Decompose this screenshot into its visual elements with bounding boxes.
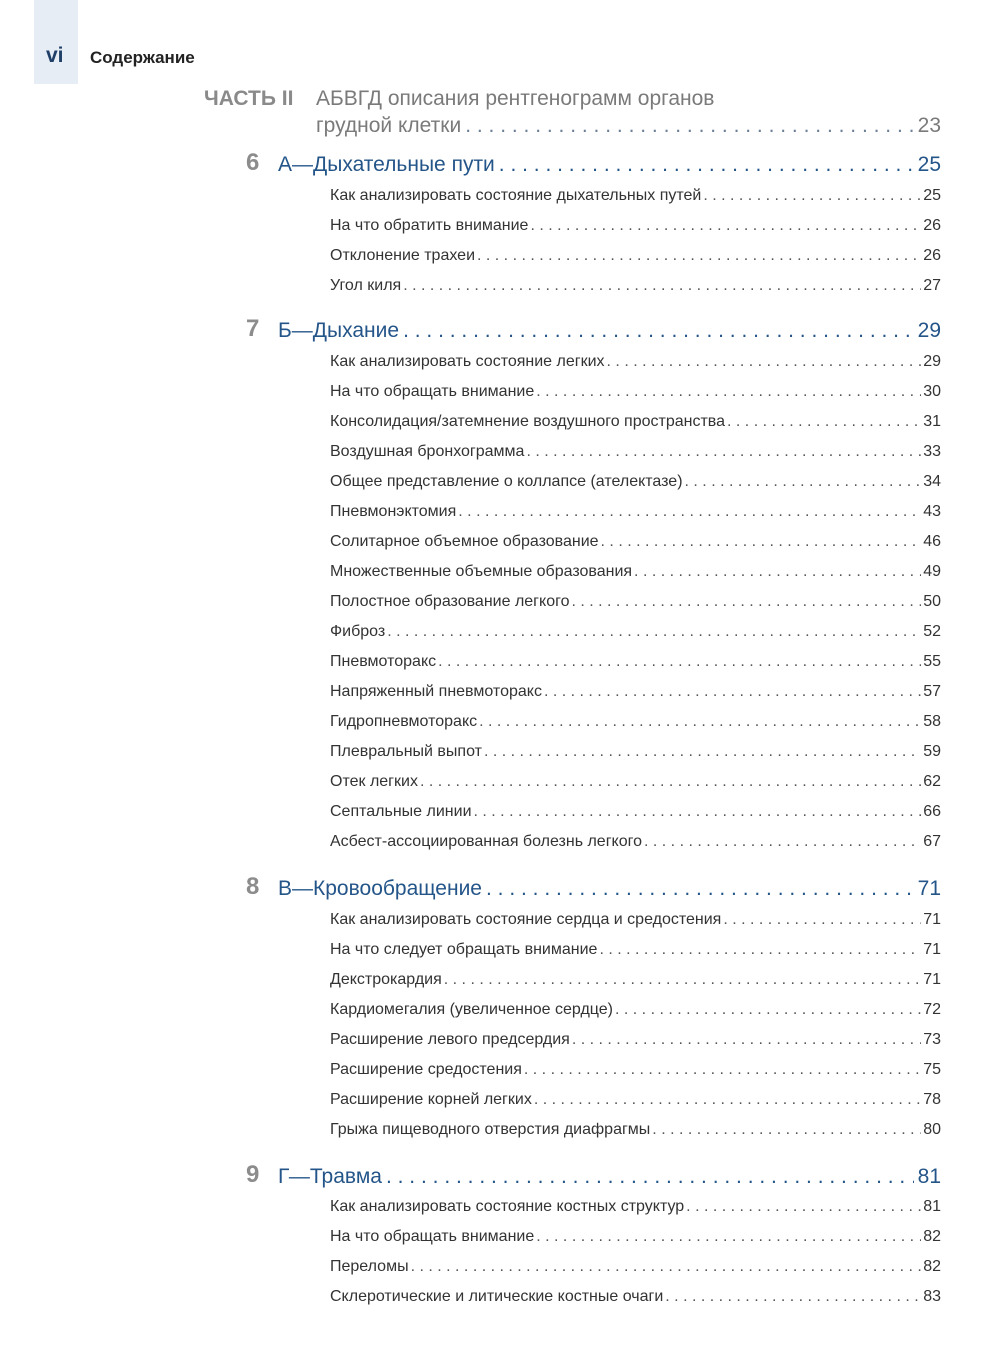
leader-dots	[652, 1121, 921, 1139]
entry-title: На что следует обращать внимание	[330, 941, 598, 958]
toc-entry[interactable]	[330, 653, 941, 671]
toc-entry[interactable]	[330, 1258, 941, 1276]
chapter-number: 9	[246, 1161, 260, 1188]
part-title-line2[interactable]	[316, 114, 941, 138]
chapter-page: 25	[917, 153, 941, 176]
chapter-heading[interactable]	[278, 319, 941, 343]
toc-entry[interactable]	[330, 473, 941, 491]
leader-dots	[474, 803, 922, 821]
entry-page: 26	[923, 217, 941, 234]
entry-title: Плевральный выпот	[330, 743, 482, 760]
entry-page: 57	[923, 683, 941, 700]
entry-title: Консолидация/затемнение воздушного пространства	[330, 413, 726, 430]
leader-dots	[727, 413, 921, 431]
toc-entry[interactable]	[330, 941, 941, 959]
entry-title: Как анализировать состояние легких	[330, 353, 605, 370]
chapter-heading[interactable]	[278, 877, 941, 901]
entry-title: Гидропневмоторакс	[330, 713, 478, 730]
leader-dots	[723, 911, 921, 929]
toc-entry[interactable]	[330, 353, 941, 371]
chapter-page: 29	[917, 319, 941, 342]
entry-page: 25	[923, 187, 941, 204]
entry-title: Как анализировать состояние костных структур	[330, 1198, 685, 1215]
chapter-page: 71	[917, 877, 941, 900]
leader-dots	[703, 187, 921, 205]
toc-entry[interactable]	[330, 1061, 941, 1079]
leader-dots	[411, 1258, 922, 1276]
leader-dots	[486, 877, 914, 901]
toc-entry[interactable]	[330, 773, 941, 791]
entry-title: Фиброз	[330, 623, 386, 640]
leader-dots	[438, 653, 921, 671]
entry-title: Отек легких	[330, 773, 418, 790]
leader-dots	[524, 1061, 921, 1079]
entry-title: Отклонение трахеи	[330, 247, 475, 264]
chapter-number: 8	[246, 873, 260, 900]
entry-page: 27	[923, 277, 941, 294]
page-number: vi	[46, 44, 64, 67]
leader-dots	[544, 683, 921, 701]
leader-dots	[387, 623, 921, 641]
entry-page: 50	[923, 593, 941, 610]
entry-title: Напряженный пневмоторакс	[330, 683, 542, 700]
entry-page: 33	[923, 443, 941, 460]
entry-page: 82	[923, 1258, 941, 1275]
part-label: ЧАСТЬ II	[204, 87, 294, 110]
entry-page: 29	[923, 353, 941, 370]
toc-entry[interactable]	[330, 683, 941, 701]
leader-dots	[530, 217, 921, 235]
entry-page: 71	[923, 971, 941, 988]
entry-page: 72	[923, 1001, 941, 1018]
toc-entry[interactable]	[330, 277, 941, 295]
entry-page: 49	[923, 563, 941, 580]
entry-page: 78	[923, 1091, 941, 1108]
entry-title: Расширение средостения	[330, 1061, 522, 1078]
entry-title: Угол киля	[330, 277, 402, 294]
toc-entry[interactable]	[330, 1288, 941, 1306]
chapter-title: Б—Дыхание	[278, 319, 400, 342]
leader-dots	[403, 319, 914, 343]
entry-title: Пневмоторакс	[330, 653, 437, 670]
chapter-number: 7	[246, 315, 260, 342]
leader-dots	[615, 1001, 921, 1019]
toc-entry[interactable]	[330, 971, 941, 989]
toc-entry[interactable]	[330, 1121, 941, 1139]
leader-dots	[484, 743, 921, 761]
chapter-page: 81	[917, 1165, 941, 1188]
entry-title: Переломы	[330, 1258, 409, 1275]
leader-dots	[458, 503, 921, 521]
entry-title: Септальные линии	[330, 803, 472, 820]
leader-dots	[465, 114, 913, 138]
leader-dots	[634, 563, 921, 581]
leader-dots	[386, 1165, 914, 1189]
toc-entry[interactable]	[330, 911, 941, 929]
entry-title: Грыжа пищеводного отверстия диафрагмы	[330, 1121, 651, 1138]
leader-dots	[572, 1031, 921, 1049]
running-head: Содержание	[90, 48, 195, 67]
entry-title: На что обратить внимание	[330, 217, 529, 234]
toc-entry[interactable]	[330, 1198, 941, 1216]
leader-dots	[599, 941, 921, 959]
leader-dots	[601, 533, 922, 551]
leader-dots	[607, 353, 922, 371]
leader-dots	[571, 593, 921, 611]
entry-page: 26	[923, 247, 941, 264]
entry-title: На что обращать внимание	[330, 1228, 535, 1245]
entry-title: Декстрокардия	[330, 971, 442, 988]
entry-page: 73	[923, 1031, 941, 1048]
leader-dots	[686, 1198, 921, 1216]
chapter-heading[interactable]	[278, 1165, 941, 1189]
entry-page: 59	[923, 743, 941, 760]
toc-entry[interactable]	[330, 563, 941, 581]
entry-page: 55	[923, 653, 941, 670]
entry-page: 66	[923, 803, 941, 820]
toc-entry[interactable]	[330, 713, 941, 731]
leader-dots	[403, 277, 921, 295]
toc-entry[interactable]	[330, 533, 941, 551]
part-title-line1: АБВГД описания рентгенограмм органов	[316, 87, 715, 110]
entry-title: Множественные объемные образования	[330, 563, 633, 580]
toc-entry[interactable]	[330, 503, 941, 521]
chapter-title: Г—Травма	[278, 1165, 382, 1188]
entry-title: На что обращать внимание	[330, 383, 535, 400]
chapter-number: 6	[246, 149, 260, 176]
entry-page: 82	[923, 1228, 941, 1245]
entry-page: 58	[923, 713, 941, 730]
entry-title: Асбест-ассоциированная болезнь легкого	[330, 833, 642, 850]
entry-page: 83	[923, 1288, 941, 1305]
toc-entry[interactable]	[330, 413, 941, 431]
leader-dots	[479, 713, 921, 731]
leader-dots	[644, 833, 921, 851]
entry-title: Пневмонэктомия	[330, 503, 457, 520]
entry-page: 31	[923, 413, 941, 430]
entry-page: 80	[923, 1121, 941, 1138]
entry-title: Воздушная бронхограмма	[330, 443, 525, 460]
toc-entry[interactable]	[330, 1001, 941, 1019]
entry-page: 30	[923, 383, 941, 400]
entry-title: Солитарное объемное образование	[330, 533, 599, 550]
toc-entry[interactable]	[330, 1228, 941, 1246]
toc-entry[interactable]	[330, 803, 941, 821]
part-page: 23	[917, 114, 941, 137]
toc-entry[interactable]	[330, 247, 941, 265]
toc-entry[interactable]	[330, 743, 941, 761]
toc-entry[interactable]	[330, 443, 941, 461]
leader-dots	[534, 1091, 921, 1109]
toc-entry[interactable]	[330, 623, 941, 641]
entry-page: 71	[923, 941, 941, 958]
toc-entry[interactable]	[330, 383, 941, 401]
entry-title: Склеротические и литические костные очаги	[330, 1288, 664, 1305]
leader-dots	[420, 773, 921, 791]
entry-page: 46	[923, 533, 941, 550]
entry-page: 43	[923, 503, 941, 520]
entry-title: Полостное образование легкого	[330, 593, 570, 610]
leader-dots	[536, 1228, 921, 1246]
entry-title: Как анализировать состояние сердца и средостения	[330, 911, 722, 928]
part-title-text: грудной клетки	[316, 114, 462, 137]
toc-entry[interactable]	[330, 217, 941, 235]
chapter-title: А—Дыхательные пути	[278, 153, 495, 176]
leader-dots	[665, 1288, 921, 1306]
leader-dots	[526, 443, 921, 461]
leader-dots	[444, 971, 921, 989]
entry-page: 62	[923, 773, 941, 790]
leader-dots	[536, 383, 921, 401]
chapter-heading[interactable]	[278, 153, 941, 177]
entry-title: Расширение корней легких	[330, 1091, 532, 1108]
entry-title: Общее представление о коллапсе (ателектазе)	[330, 473, 683, 490]
page-tab	[34, 0, 78, 84]
toc-entry[interactable]	[330, 833, 941, 851]
chapter-title: В—Кровообращение	[278, 877, 482, 900]
toc-entry[interactable]	[330, 593, 941, 611]
entry-title: Как анализировать состояние дыхательных путей	[330, 187, 702, 204]
leader-dots	[477, 247, 921, 265]
entry-page: 75	[923, 1061, 941, 1078]
entry-page: 52	[923, 623, 941, 640]
entry-page: 67	[923, 833, 941, 850]
toc-entry[interactable]	[330, 187, 941, 205]
leader-dots	[685, 473, 922, 491]
entry-title: Расширение левого предсердия	[330, 1031, 570, 1048]
toc-entry[interactable]	[330, 1091, 941, 1109]
entry-page: 71	[923, 911, 941, 928]
leader-dots	[499, 153, 914, 177]
toc-entry[interactable]	[330, 1031, 941, 1049]
entry-title: Кардиомегалия (увеличенное сердце)	[330, 1001, 613, 1018]
entry-page: 34	[923, 473, 941, 490]
entry-page: 81	[923, 1198, 941, 1215]
